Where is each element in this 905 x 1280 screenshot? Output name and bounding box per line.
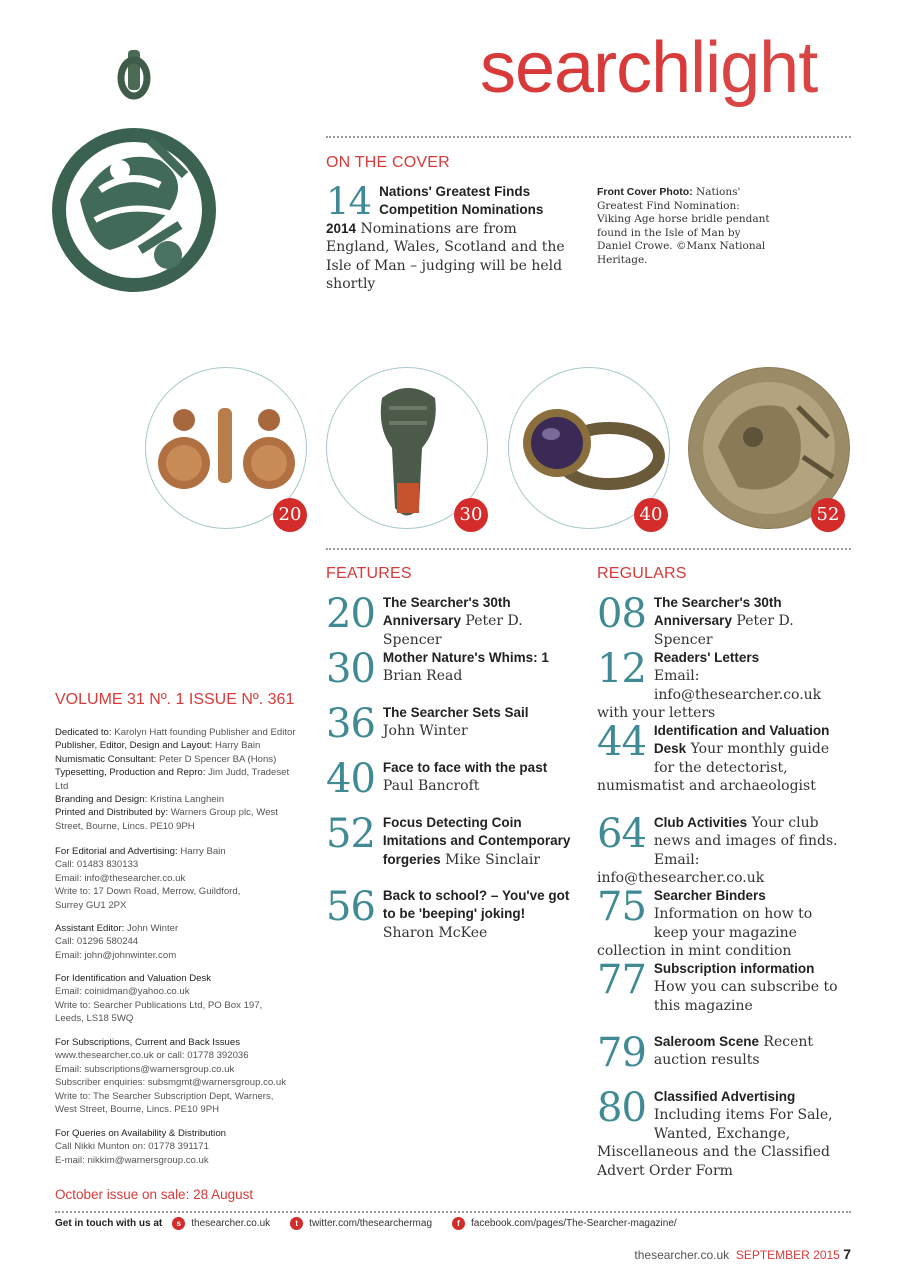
branding-value: Kristina Langhein bbox=[149, 794, 225, 806]
feature-author: Paul Bancroft bbox=[382, 778, 480, 795]
feature-title: The Searcher's 30th Anniversary bbox=[382, 595, 511, 629]
regular-title: Readers' Letters bbox=[653, 650, 760, 665]
regular-page: 80 bbox=[597, 1085, 646, 1131]
footer-divider bbox=[55, 1211, 851, 1213]
regular-title: The Searcher's 30th Anniversary bbox=[653, 595, 782, 629]
cover-photo-text: Nations' Greatest Find Nomination: Viking Age horse bridle pendant found in the Isle of Man by Daniel Crowe. ©Manx National Heritage. bbox=[597, 186, 770, 266]
footer-contact bbox=[55, 1217, 677, 1230]
cover-page-number: 14 bbox=[326, 180, 372, 223]
regular-text: Including items For Sale, Wanted, Exchange, Miscellaneous and the Classified Advert Order Form bbox=[597, 1107, 833, 1179]
feature-item[interactable] bbox=[326, 884, 576, 942]
cover-story-title: Nations' Greatest Finds Competition Nominations 2014 bbox=[326, 184, 544, 236]
assistant-email[interactable]: Email: john@johnwinter.com bbox=[55, 949, 177, 961]
regular-item[interactable] bbox=[597, 646, 849, 723]
credits-editorial bbox=[55, 845, 265, 912]
twitter-icon: t bbox=[290, 1217, 303, 1230]
credits-main bbox=[55, 726, 305, 833]
feature-page: 20 bbox=[326, 591, 375, 637]
regular-page: 64 bbox=[597, 811, 646, 857]
assistant-name: John Winter bbox=[127, 923, 179, 934]
footer-twitter-link[interactable]: twitter.com/thesearchermag bbox=[309, 1218, 432, 1229]
feature-page: 52 bbox=[326, 811, 375, 857]
thumbnail-badge-52[interactable]: 52 bbox=[811, 498, 845, 532]
feature-item[interactable] bbox=[326, 591, 576, 649]
regular-item[interactable] bbox=[597, 884, 849, 961]
masthead bbox=[480, 18, 817, 118]
ident-write: Write to: Searcher Publications Ltd, PO Box 197, Leeds, LS18 5WQ bbox=[55, 999, 263, 1025]
feature-author: Sharon McKee bbox=[382, 924, 488, 941]
cover-story bbox=[326, 180, 566, 293]
cover-photo-label: Front Cover Photo: bbox=[597, 186, 693, 198]
regular-page: 75 bbox=[597, 884, 646, 930]
features-heading: FEATURES bbox=[326, 565, 412, 582]
masthead-part2: light bbox=[690, 28, 818, 108]
regular-title: Classified Advertising bbox=[653, 1089, 796, 1104]
credits-subscriptions bbox=[55, 1036, 295, 1116]
regular-item[interactable] bbox=[597, 719, 849, 796]
cover-heading: ON THE COVER bbox=[326, 154, 450, 171]
regulars-heading: REGULARS bbox=[597, 565, 687, 582]
regular-text: Recent auction results bbox=[653, 1034, 814, 1069]
printed-label: Printed and Distributed by: bbox=[55, 807, 169, 819]
feature-author: Brian Read bbox=[382, 668, 463, 685]
feature-page: 56 bbox=[326, 884, 375, 930]
feature-item[interactable] bbox=[326, 811, 576, 869]
regular-page: 77 bbox=[597, 957, 646, 1003]
top-divider bbox=[326, 136, 851, 138]
regular-title: Subscription information bbox=[653, 961, 815, 976]
editorial-label: For Editorial and Advertising: bbox=[55, 846, 178, 857]
regular-title: Identification and Valuation Desk bbox=[653, 723, 830, 757]
regular-item[interactable] bbox=[597, 811, 849, 888]
folio-page-number: 7 bbox=[843, 1246, 851, 1262]
regular-text: How you can subscribe to this magazine bbox=[653, 979, 838, 1014]
folio-site: thesearcher.co.uk bbox=[634, 1248, 730, 1262]
feature-title: Back to school? – You've got to be 'beeping' joking! bbox=[382, 888, 570, 922]
feature-title: Face to face with the past bbox=[382, 760, 548, 775]
web-icon: s bbox=[172, 1217, 185, 1230]
thumbnail-badge-20[interactable]: 20 bbox=[273, 498, 307, 532]
assistant-label: Assistant Editor: bbox=[55, 923, 125, 934]
regular-page: 79 bbox=[597, 1030, 646, 1076]
feature-author: Peter D. Spencer bbox=[382, 613, 523, 648]
queries-label: For Queries on Availability & Distribution bbox=[55, 1128, 226, 1139]
facebook-icon: f bbox=[452, 1217, 465, 1230]
footer-web-link[interactable]: thesearcher.co.uk bbox=[191, 1218, 271, 1229]
publisher-label: Publisher, Editor, Design and Layout: bbox=[55, 740, 213, 752]
thumbnail-badge-30[interactable]: 30 bbox=[454, 498, 488, 532]
folio-month: SEPTEMBER 2015 bbox=[735, 1248, 840, 1262]
ident-email[interactable]: Email: coinidman@yahoo.co.uk bbox=[55, 986, 190, 998]
cover-pendant-image bbox=[50, 50, 220, 310]
feature-author: John Winter bbox=[382, 723, 468, 740]
subs-write: Write to: The Searcher Subscription Dept, Warners, West Street, Bourne, Lincs. PE10 9PH bbox=[55, 1090, 274, 1116]
regular-text: Your club news and images of finds. Email: info@thesearcher.co.uk bbox=[597, 815, 838, 887]
numismatic-value: Peter D Spencer BA (Hons) bbox=[158, 753, 277, 765]
regular-page: 44 bbox=[597, 719, 646, 765]
regular-page: 08 bbox=[597, 591, 646, 637]
typesetting-value: Jim Judd, Tradeset Ltd bbox=[55, 767, 290, 792]
regular-title: Saleroom Scene bbox=[653, 1034, 759, 1049]
editorial-email[interactable]: Email: info@thesearcher.co.uk bbox=[55, 872, 186, 884]
subs-enquiries[interactable]: Subscriber enquiries: subsmgmt@warnersgroup.co.uk bbox=[55, 1077, 287, 1089]
feature-item[interactable] bbox=[326, 646, 576, 692]
editorial-call: Call: 01483 830133 bbox=[55, 859, 139, 871]
ident-label: For Identification and Valuation Desk bbox=[55, 973, 212, 984]
masthead-part1: search bbox=[480, 28, 691, 108]
page-folio bbox=[634, 1246, 851, 1262]
feature-item[interactable] bbox=[326, 756, 576, 802]
regular-title: Club Activities bbox=[653, 815, 748, 830]
volume-issue: VOLUME 31 Nº. 1 ISSUE Nº. 361 bbox=[55, 691, 295, 708]
regular-text: Your monthly guide for the detectorist, numismatist and archaeologist bbox=[597, 741, 830, 795]
editorial-write: Write to: 17 Down Road, Merrow, Guildford, Surrey GU1 2PX bbox=[55, 886, 241, 911]
feature-page: 40 bbox=[326, 756, 375, 802]
thumbnail-badge-40[interactable]: 40 bbox=[634, 498, 668, 532]
subs-email[interactable]: Email: subscriptions@warnersgroup.co.uk bbox=[55, 1063, 235, 1075]
regular-item[interactable] bbox=[597, 1030, 849, 1076]
queries-email[interactable]: E-mail: nikkim@warnersgroup.co.uk bbox=[55, 1154, 209, 1166]
printed-value: Warners Group plc, West Street, Bourne, Lincs. PE10 9PH bbox=[55, 807, 278, 832]
numismatic-label: Numismatic Consultant: bbox=[55, 753, 157, 765]
assistant-call: Call: 01296 580244 bbox=[55, 936, 139, 948]
regular-text: Peter D. Spencer bbox=[653, 613, 794, 648]
feature-item[interactable] bbox=[326, 701, 576, 747]
cover-story-text: Nominations are from England, Wales, Scotland and the Isle of Man – judging will be held shortly bbox=[326, 220, 565, 293]
editorial-name: Harry Bain bbox=[180, 846, 226, 857]
feature-title: Focus Detecting Coin Imitations and Contemporary forgeries bbox=[382, 815, 571, 867]
publisher-value: Harry Bain bbox=[215, 740, 261, 752]
regular-page: 12 bbox=[597, 646, 646, 692]
typesetting-label: Typesetting, Production and Repro: bbox=[55, 767, 206, 779]
on-sale-notice: October issue on sale: 28 August bbox=[55, 1187, 254, 1202]
dedicated-label: Dedicated to: bbox=[55, 727, 112, 738]
feature-page: 36 bbox=[326, 701, 375, 747]
credits-identification bbox=[55, 972, 275, 1026]
credits-queries bbox=[55, 1127, 305, 1167]
footer-facebook-link[interactable]: facebook.com/pages/The-Searcher-magazine/ bbox=[471, 1218, 677, 1229]
credits-assistant bbox=[55, 922, 305, 962]
middle-divider bbox=[326, 548, 851, 550]
regular-item[interactable] bbox=[597, 591, 849, 649]
feature-page: 30 bbox=[326, 646, 375, 692]
regular-text: Information on how to keep your magazine collection in mint condition bbox=[597, 906, 813, 960]
regular-title: Searcher Binders bbox=[653, 888, 766, 903]
cover-photo-caption bbox=[597, 186, 777, 268]
feature-author: Mike Sinclair bbox=[445, 851, 541, 868]
dedicated-value: Karolyn Hatt founding Publisher and Editor bbox=[114, 727, 296, 738]
queries-call: Call Nikki Munton on: 01778 391171 bbox=[55, 1141, 209, 1153]
regular-item[interactable] bbox=[597, 957, 849, 1015]
subs-web[interactable]: www.thesearcher.co.uk or call: 01778 392036 bbox=[55, 1050, 249, 1062]
regular-text: Email: info@thesearcher.co.uk with your letters bbox=[597, 668, 822, 722]
regular-item[interactable] bbox=[597, 1085, 849, 1180]
feature-title: Mother Nature's Whims: 1 bbox=[382, 650, 549, 665]
branding-label: Branding and Design: bbox=[55, 794, 148, 806]
subs-label: For Subscriptions, Current and Back Issues bbox=[55, 1037, 241, 1048]
footer-label: Get in touch with us at bbox=[55, 1218, 163, 1229]
feature-title: The Searcher Sets Sail bbox=[382, 705, 529, 720]
